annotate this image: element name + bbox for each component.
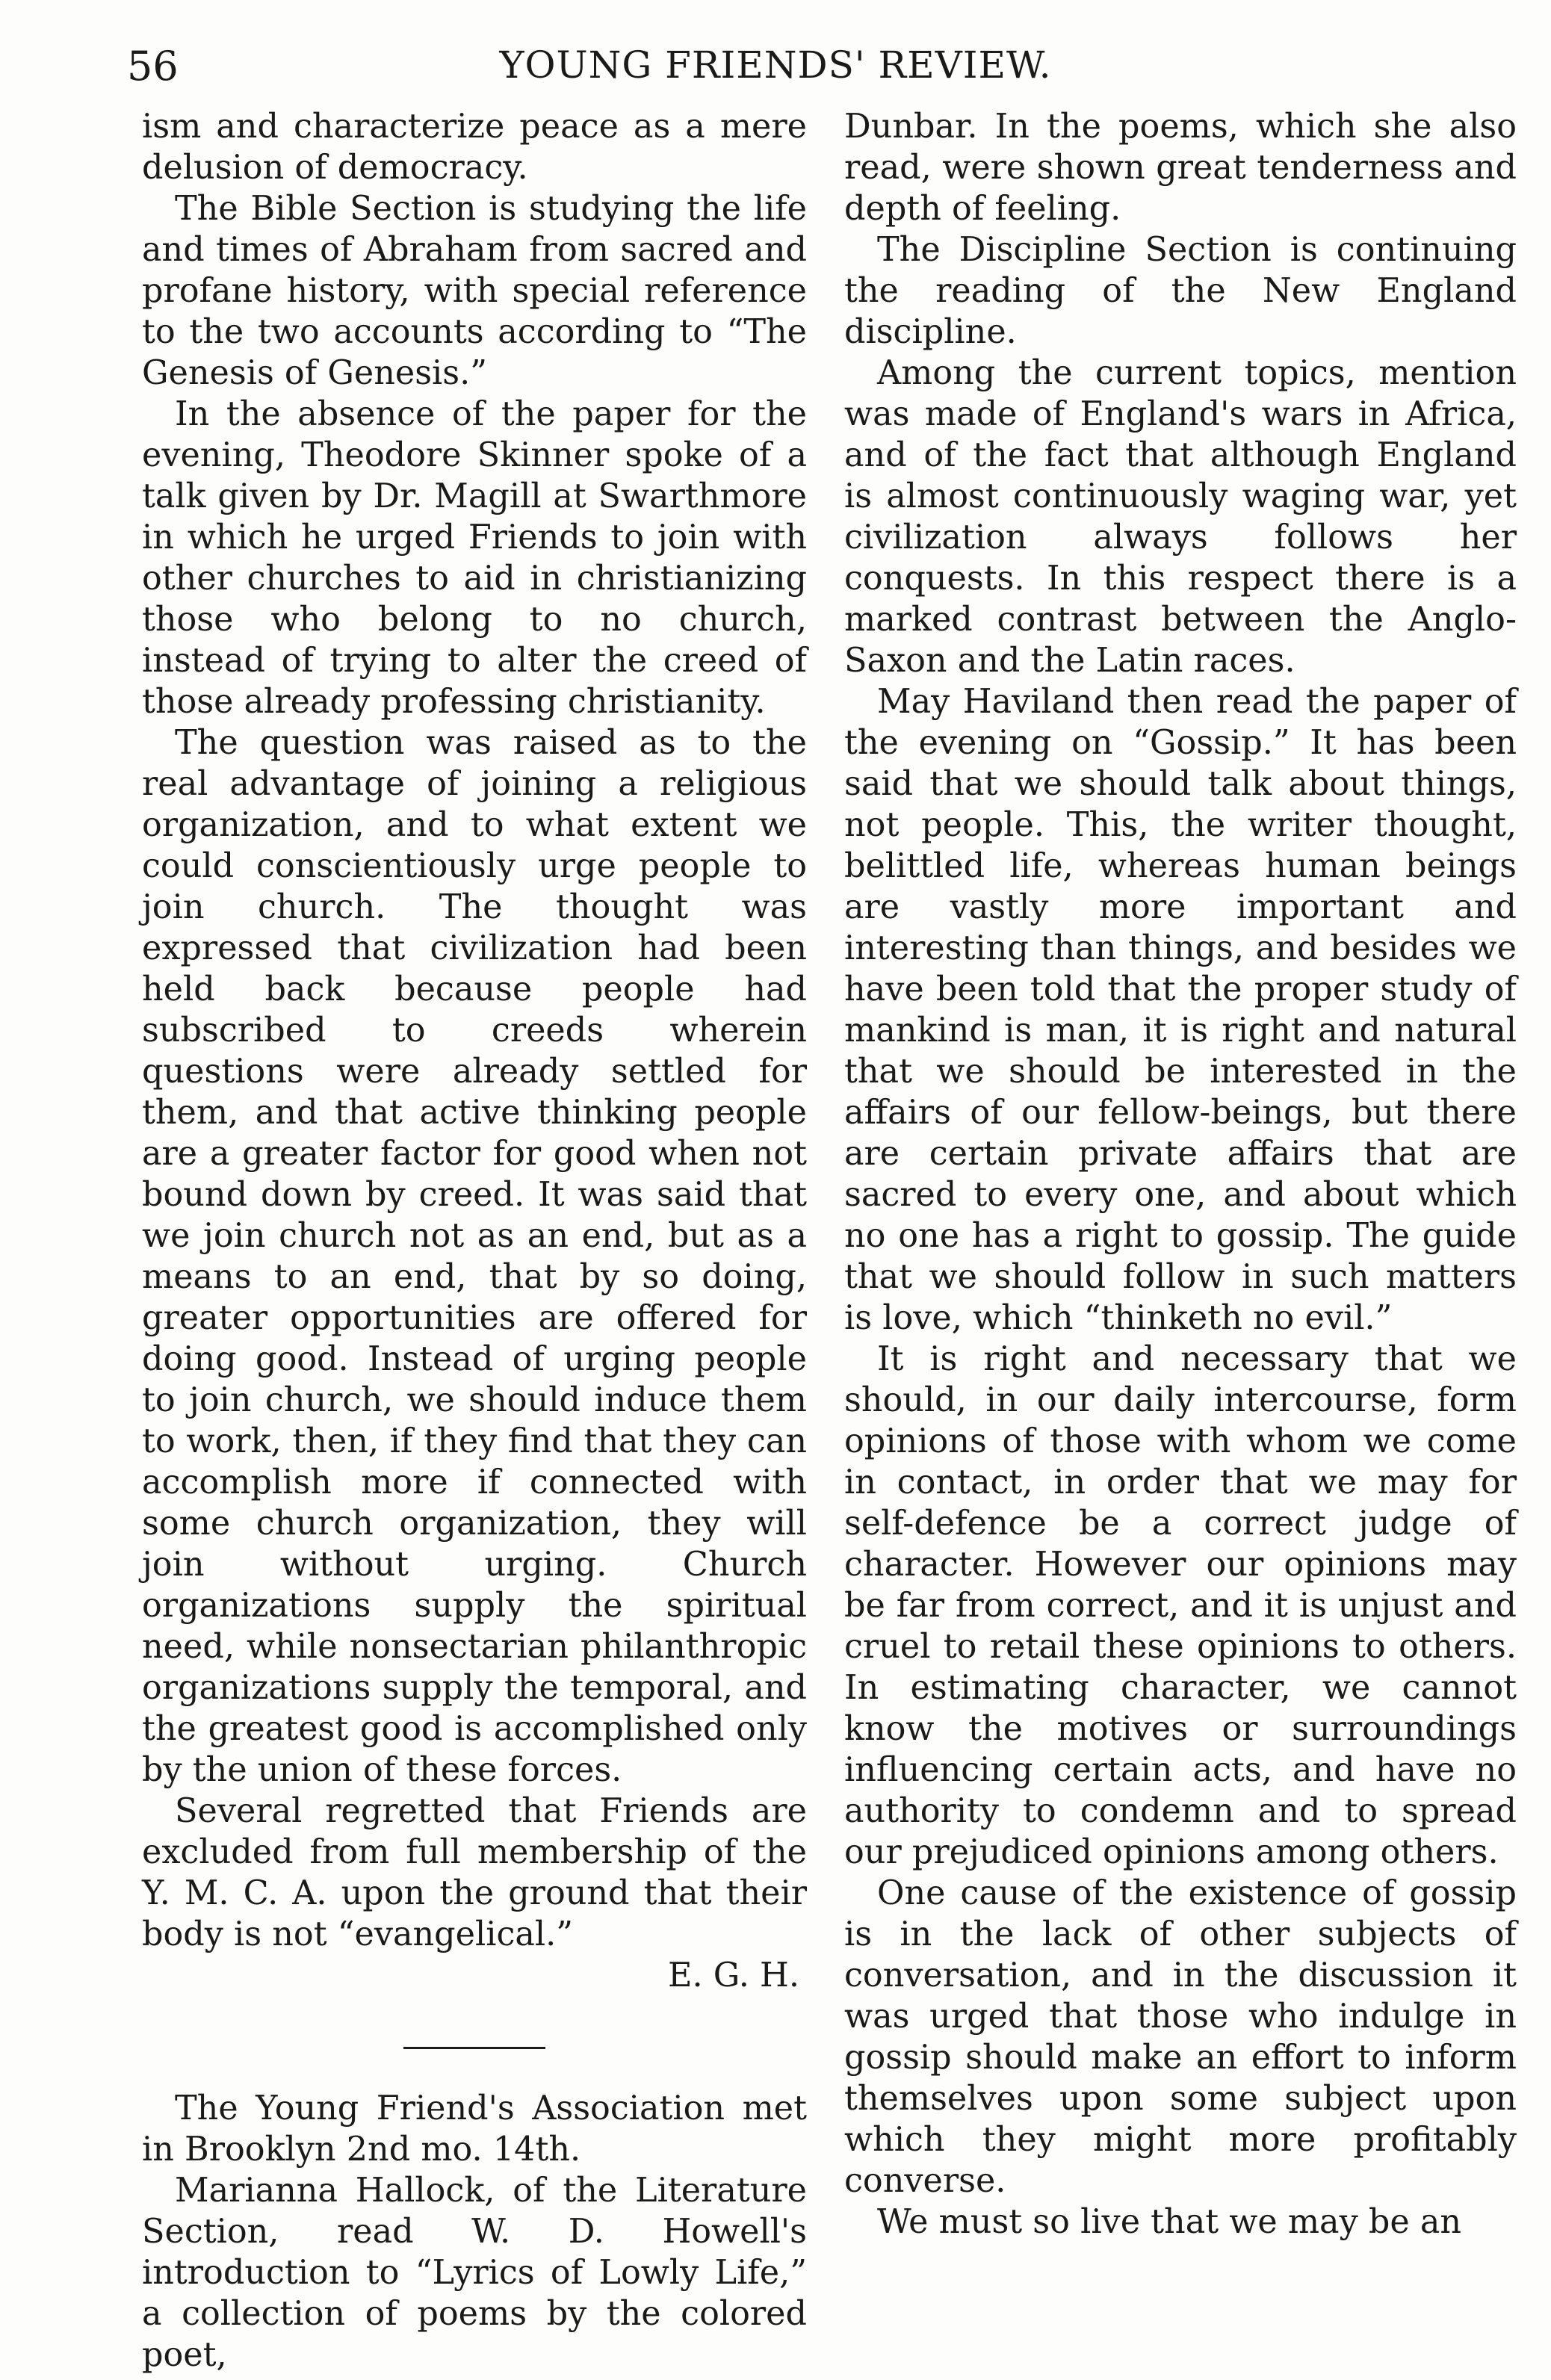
section-divider [403, 2047, 545, 2049]
paragraph: Marianna Hallock, of the Literature Section, read W. D. Howell's introduction to “Lyrics of Lowly Life,” a collection of poems by the colored poet, [142, 2172, 807, 2374]
paragraph: Dunbar. In the poems, which she also read, were shown great tenderness and depth of feeling. [844, 108, 1517, 228]
paragraph: The Bible Section is studying the life and times of Abraham from sacred and profane history, with special reference to the two accounts according to “The Genesis of Genesis.” [142, 190, 807, 392]
paragraph: One cause of the existence of gossip is in the lack of other subjects of conversation, and in the discussion it was urged that those who indulge in gossip should make an effort to inform themselves upon some subject upon which they might more profitably converse. [844, 1874, 1517, 2200]
paragraph: Several regretted that Friends are excluded from full membership of the Y. M. C. A. upon the ground that their body is not “evangelical.” [142, 1792, 807, 1953]
running-title: YOUNG FRIENDS' REVIEW. [499, 43, 1052, 87]
page-number: 56 [127, 43, 179, 90]
paragraph: The Young Friend's Association met in Brooklyn 2nd mo. 14th. [142, 2089, 807, 2169]
signature: E. G. H. [668, 1956, 799, 1995]
left-column [142, 106, 807, 2376]
paragraph: May Haviland then read the paper of the evening on “Gossip.” It has been said that we should talk about things, not people. This, the writer thought, belittled life, whereas human beings are vastly more important and interesting than things, and besides we have been told that the proper study of mankind is man, it is right and natural that we should be interested in the affairs of our fellow-beings, but there are certain private affairs that are sacred to every one, and about which no one has a right to gossip. The guide that we should follow in such matters is love, which “thinketh no evil.” [844, 683, 1517, 1337]
paragraph: We must so live that we may be an [877, 2203, 1462, 2241]
paragraph: It is right and necessary that we should, in our daily intercourse, form opinions of those with whom we come in contact, in order that we may for self-defence be a correct judge of character. However our opinions may be far from correct, and it is unjust and cruel to retail these opinions to others. In estimating character, we cannot know the motives or surroundings influencing certain acts, and have no authority to condemn and to spread our prejudiced opinions among others. [844, 1340, 1517, 1871]
paragraph: The question was raised as to the real advantage of joining a religious organization, and to what extent we could conscientiously urge people to join church. The thought was expressed that civilization had been held back because people had subscribed to creeds wherein questions were already settled for them, and that active thinking people are a greater factor for good when not bound down by creed. It was said that we join church not as an end, but as a means to an end, that by so doing, greater opportunities are offered for doing good. Instead of urging people to join church, we should induce them to work, then, if they find that they can accomplish more if connected with some church organization, they will join without urging. Church organizations supply the spiritual need, while nonsectarian philanthropic organizations supply the temporal, and the greatest good is accomplished only by the union of these forces. [142, 724, 807, 1789]
paragraph: Among the current topics, mention was made of England's wars in Africa, and of the fact that although England is almost continuously waging war, yet civilization always follows her conquests. In this respect there is a marked contrast between the Anglo-Saxon and the Latin races. [844, 354, 1517, 680]
paragraph: The Discipline Section is continuing the reading of the New England discipline. [844, 231, 1517, 351]
paragraph: In the absence of the paper for the evening, Theodore Skinner spoke of a talk given by Dr. Magill at Swarthmore in which he urged Friends to join with other churches to aid in christianizing those who belong to no church, instead of trying to alter the creed of those already professing christianity. [142, 395, 807, 721]
paragraph: ism and characterize peace as a mere delusion of democracy. [142, 108, 807, 187]
right-column [844, 106, 1517, 2243]
